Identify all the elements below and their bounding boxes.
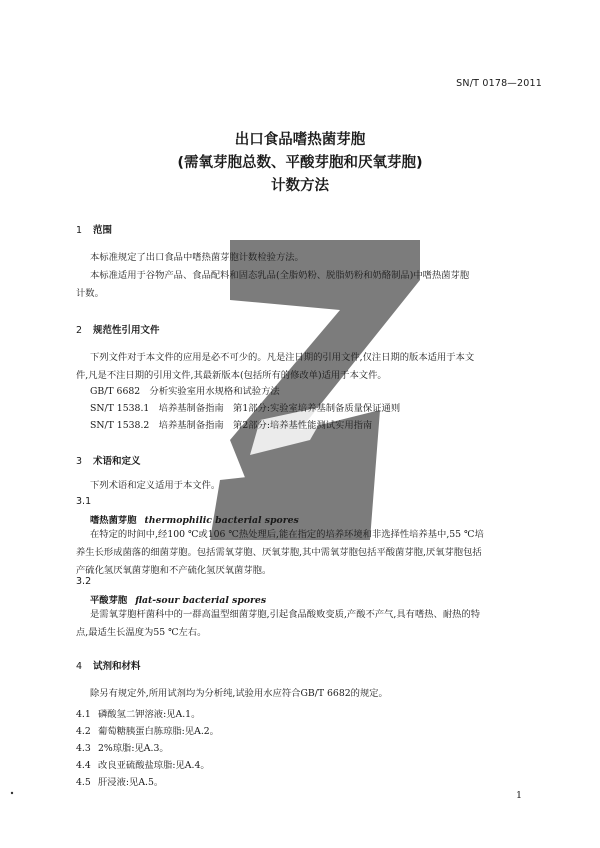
section-title: 范围: [93, 225, 113, 236]
item-text: 2%琼脂:见A.3。: [98, 743, 169, 754]
item-number: 4.1: [76, 709, 91, 720]
term-definition: 养生长形成菌落的细菌芽胞。包括需氧芽胞、厌氧芽胞,其中需氧芽胞包括平酸菌芽胞,厌氧芽胞包括: [76, 547, 482, 558]
paragraph: 本标准适用于谷物产品、食品配料和固态乳品(全脂奶粉、脱脂奶粉和奶酪制品)中嗜热菌芽胞: [90, 270, 470, 281]
section-number: 2: [76, 325, 83, 336]
reference-title: 分析实验室用水规格和试验方法: [149, 386, 280, 397]
item-text: 肝浸液:见A.5。: [98, 777, 164, 788]
standard-code: SN/T 0178—2011: [456, 78, 542, 89]
paragraph: 本标准规定了出口食品中嗜热菌芽胞计数检验方法。: [90, 252, 304, 263]
paragraph: 下列术语和定义适用于本文件。: [90, 480, 221, 491]
paragraph: 件,凡是不注日期的引用文件,其最新版本(包括所有的修改单)适用于本文件。: [76, 370, 387, 381]
term-english: thermophilic bacterial spores: [144, 515, 299, 526]
term-number: 3.1: [76, 496, 92, 507]
reference-code: SN/T 1538.2: [90, 420, 150, 431]
term-chinese: 平酸芽胞: [90, 595, 128, 606]
item-number: 4.5: [76, 777, 91, 788]
term-number: 3.2: [76, 576, 92, 587]
section-number: 1: [76, 225, 83, 236]
document-title-line1: 出口食品嗜热菌芽胞: [234, 132, 366, 148]
term-chinese: 嗜热菌芽胞: [90, 515, 137, 526]
item-text: 磷酸氢二钾溶液:见A.1。: [98, 709, 201, 720]
section-title: 规范性引用文件: [93, 325, 160, 336]
section-title: 术语和定义: [93, 456, 141, 467]
reference-code: GB/T 6682: [90, 386, 141, 397]
term-definition: 在特定的时间中,经100 ℃或106 ℃热处理后,能在指定的培养环境和非选择性培养基中,55 ℃培: [90, 529, 484, 540]
reference-title: 培养基制备指南 第2部分:培养基性能测试实用指南: [158, 420, 373, 431]
page-number: 1: [515, 790, 522, 801]
term-definition: 是需氧芽胞杆菌科中的一群高温型细菌芽胞,引起食品酸败变质,产酸不产气,具有嗜热、耐热的特: [90, 609, 481, 620]
reference-title: 培养基制备指南 第1部分:实验室培养基制备质量保证通则: [158, 403, 401, 414]
item-text: 改良亚硫酸盐琼脂:见A.4。: [98, 760, 210, 771]
paragraph: 下列文件对于本文件的应用是必不可少的。凡是注日期的引用文件,仅注日期的版本适用于本文: [90, 352, 475, 363]
section-number: 4: [76, 661, 83, 672]
item-text: 葡萄糖胰蛋白胨琼脂:见A.2。: [98, 726, 219, 737]
term-definition: 点,最适生长温度为55 ℃左右。: [76, 627, 207, 638]
reference-code: SN/T 1538.1: [90, 403, 150, 414]
paragraph: 除另有规定外,所用试剂均为分析纯,试验用水应符合GB/T 6682的规定。: [90, 688, 388, 699]
document-title-line3: 计数方法: [271, 178, 329, 194]
item-number: 4.4: [76, 760, 91, 771]
item-number: 4.3: [76, 743, 91, 754]
document-title-line2: (需氧芽胞总数、平酸芽胞和厌氧芽胞): [177, 155, 423, 171]
section-number: 3: [76, 456, 83, 467]
term-english: flat-sour bacterial spores: [135, 595, 267, 606]
section-title: 试剂和材料: [93, 661, 141, 672]
item-number: 4.2: [76, 726, 91, 737]
paragraph: 计数。: [76, 288, 104, 299]
term-definition: 产硫化氢厌氧菌芽胞和不产硫化氢厌氧菌芽胞。: [76, 565, 272, 576]
